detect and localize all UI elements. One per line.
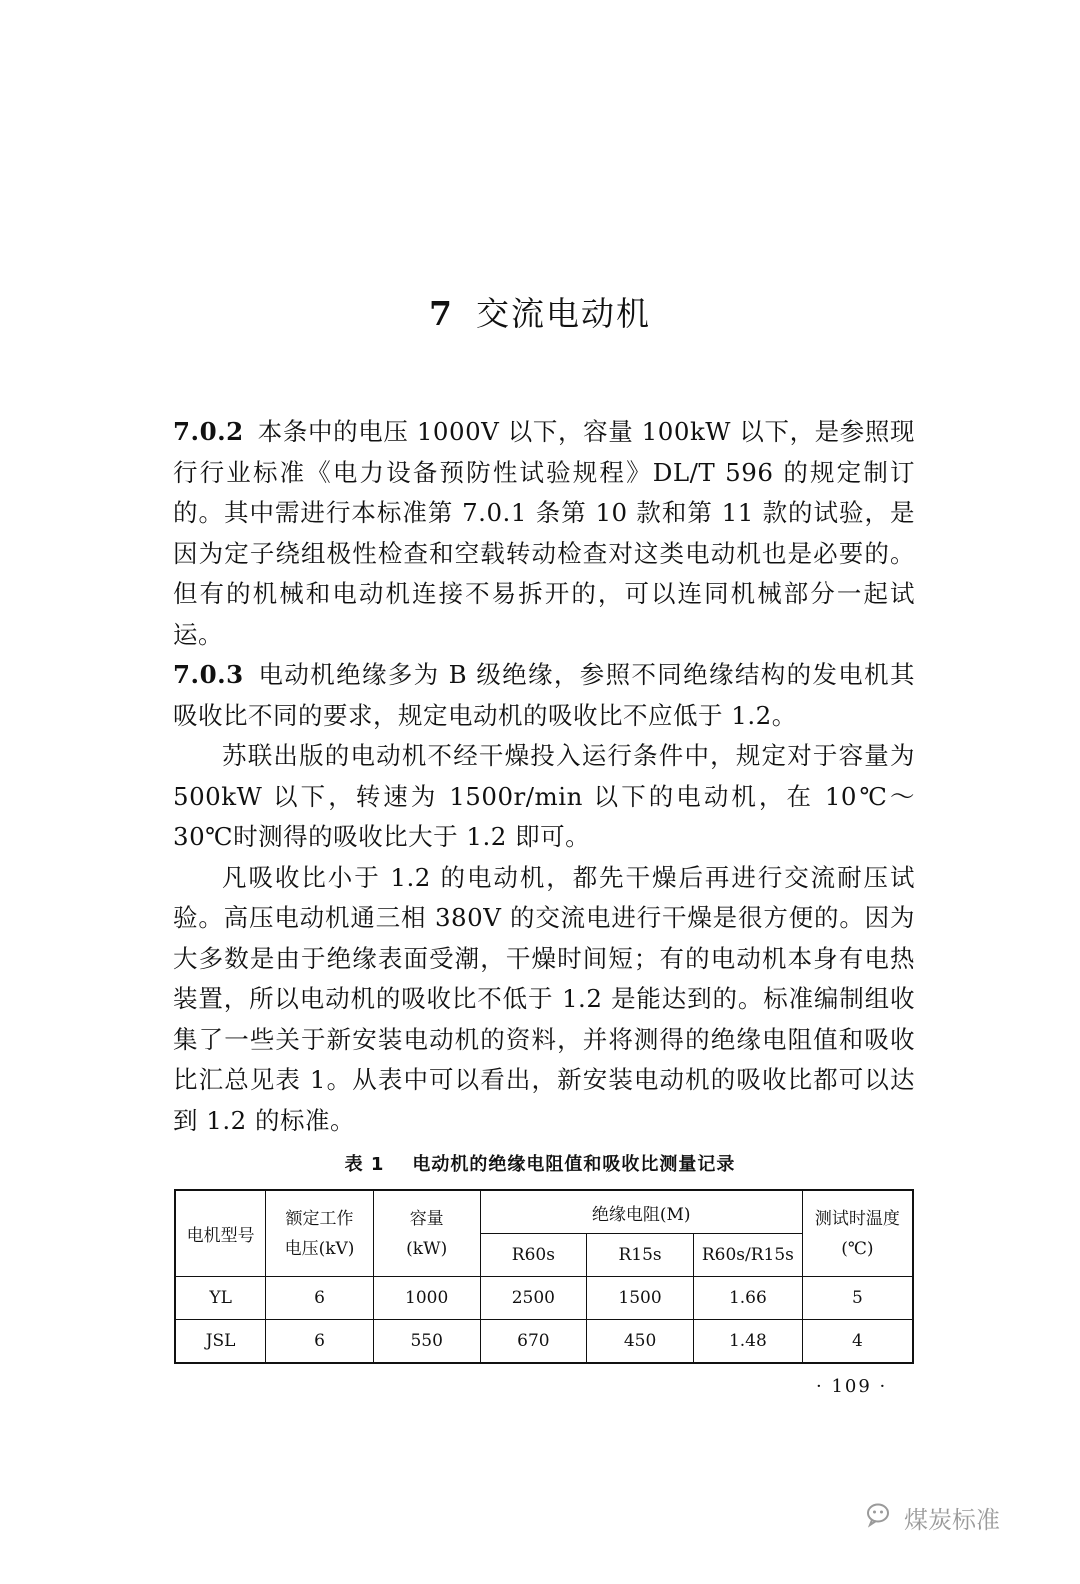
header-capacity-line2: (kW) [406,1238,448,1259]
chapter-number: 7 [429,294,454,333]
page-number: · 109 · [816,1376,888,1397]
watermark [866,1500,1000,1535]
header-r15: R15s [587,1234,694,1277]
cell-temperature: 5 [802,1277,913,1320]
clause-text: 本条中的电压 1000V 以下，容量 100kW 以下，是参照现行行业标准《电力设备预防性试验规程》DL/T 596 的规定制订的。其中需进行本标准第 7.0.1 条第 10 款和第 11 款的试验，是因为定子绕组极性检查和空载转动检查对这类电动机也是必要的。但有的机械和电动机连接不易拆开的，可以连同机械部分一起试运。 [173,417,915,649]
table-row [175,1320,913,1364]
table-caption [0,1150,1080,1176]
table-header-row [175,1190,913,1234]
cell-capacity: 550 [373,1320,480,1364]
cell-r60: 2500 [480,1277,587,1320]
header-resistance: 绝缘电阻(M) [480,1190,802,1234]
cell-r60: 670 [480,1320,587,1364]
wechat-icon [866,1502,904,1534]
header-ratio: R60s/R15s [693,1234,802,1277]
cell-voltage: 6 [266,1277,374,1320]
header-capacity [373,1190,480,1277]
chapter-title: 交流电动机 [475,294,651,333]
cell-ratio: 1.66 [693,1277,802,1320]
header-temperature-line2: (℃) [841,1238,874,1259]
cell-model: YL [175,1277,266,1320]
header-voltage-line2: 电压(kV) [284,1238,355,1259]
clause-text: 电动机绝缘多为 B 级绝缘，参照不同绝缘结构的发电机其吸收比不同的要求，规定电动机的吸收比不应低于 1.2。 [173,660,915,730]
measurement-table [174,1189,914,1364]
header-temperature [802,1190,913,1277]
header-voltage [266,1190,374,1277]
header-model: 电机型号 [175,1190,266,1277]
section-7-0-3 [173,655,915,736]
clause-number: 7.0.3 [173,660,244,689]
cell-temperature: 4 [802,1320,913,1364]
table-row [175,1277,913,1320]
cell-model: JSL [175,1320,266,1364]
clause-number: 7.0.2 [173,417,244,446]
header-capacity-line1: 容量 [409,1208,444,1229]
paragraph: 苏联出版的电动机不经干燥投入运行条件中，规定对于容量为 500kW 以下，转速为 1500r/min 以下的电动机，在 10℃～30℃时测得的吸收比大于 1.2 即可。 [173,741,915,851]
table-caption-text: 电动机的绝缘电阻值和吸收比测量记录 [412,1154,736,1175]
watermark-text: 煤炭标准 [904,1506,1000,1534]
section-7-0-2 [173,412,915,655]
table-caption-number: 表 1 [344,1154,385,1175]
cell-r15: 1500 [587,1277,694,1320]
cell-capacity: 1000 [373,1277,480,1320]
cell-r15: 450 [587,1320,694,1364]
chapter-heading [0,288,1080,335]
header-temperature-line1: 测试时温度 [814,1208,900,1229]
cell-ratio: 1.48 [693,1320,802,1364]
header-r60: R60s [480,1234,587,1277]
body-text [173,412,915,1141]
paragraph: 凡吸收比小于 1.2 的电动机，都先干燥后再进行交流耐压试验。高压电动机通三相 380V 的交流电进行干燥是很方便的。因为大多数是由于绝缘表面受潮，干燥时间短；有的电动机本身有电热装置，所以电动机的吸收比不低于 1.2 是能达到的。标准编制组收集了一些关于新安装电动机的资料，并将测得的绝缘电阻值和吸收比汇总见表 1。从表中可以看出，新安装电动机的吸收比都可以达到 1.2 的标准。 [173,862,915,1135]
header-voltage-line1: 额定工作 [285,1208,354,1229]
cell-voltage: 6 [266,1320,374,1364]
